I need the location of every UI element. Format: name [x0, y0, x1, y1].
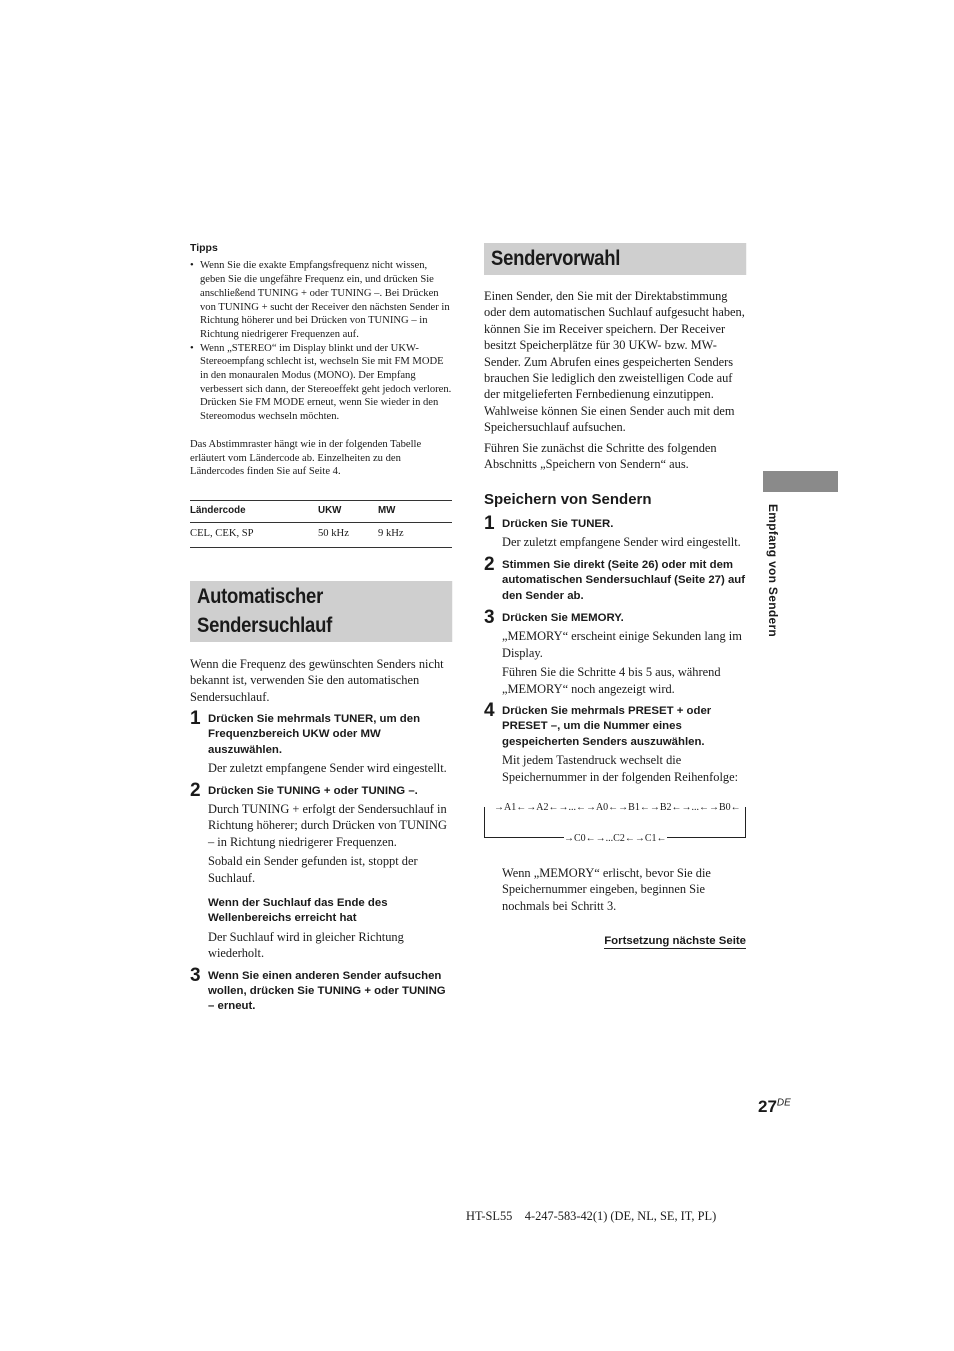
step-subheading: Wenn der Suchlauf das Ende des Wellenbereichs erreicht hat	[208, 897, 388, 925]
step-2: 2 Stimmen Sie direkt (Seite 26) oder mit dem automatischen Sendersuchlauf (Seite 27) auf den Sender ab.	[484, 558, 746, 604]
step-1: 1 Drücken Sie mehrmals TUNER, um den Frequenzbereich UKW oder MW auszuwählen. Der zuletzt empfangene Sender wird eingestellt.	[190, 712, 452, 777]
step-title: Drücken Sie mehrmals TUNER, um den Frequenzbereich UKW oder MW auszuwählen.	[208, 712, 421, 756]
preset-order-diagram	[484, 797, 746, 855]
step-title: Wenn Sie einen anderen Sender aufsuchen wollen, drücken Sie TUNING + oder TUNING – erneut.	[208, 969, 446, 1013]
step-3: 3 Drücken Sie MEMORY. „MEMORY“ erscheint einige Sekunden lang im Display. Führen Sie die Schritte 4 bis 5 aus, während „MEMORY“ noch angezeigt wird.	[484, 611, 746, 697]
step-1: 1 Drücken Sie TUNER. Der zuletzt empfangene Sender wird eingestellt.	[484, 517, 746, 551]
table-row	[190, 523, 452, 547]
table-cell: CEL, CEK, SP	[190, 523, 318, 547]
tip-item: • Wenn Sie die exakte Empfangsfrequenz nicht wissen, geben Sie die ungefähre Frequenz ein, und drücken Sie anschließend TUNING + oder TUNING –. Bei Drücken von TUNING + sucht der Receiver den nächsten Sender in Richtung höherer und bei Drücken von TUNING – in Richtung niedrigerer Frequenzen auf.	[190, 260, 450, 340]
step-title: Drücken Sie TUNING + oder TUNING –.	[208, 784, 418, 797]
section-heading-auto-search: Automatischer Sendersuchlauf	[190, 581, 452, 642]
section-intro-2: Führen Sie zunächst die Schritte des folgenden Abschnitts „Speichern von Sendern“ aus.	[484, 440, 717, 472]
page-number: 27DE	[758, 1097, 791, 1116]
step-4: 4 Drücken Sie mehrmals PRESET + oder PRESET –, um die Nummer eines gespeicherten Senders auszuwählen. Mit jedem Tastendruck wechselt die Speichernummer in der folgenden Reihenfolge:	[484, 704, 746, 785]
table-header: Ländercode	[190, 500, 318, 522]
right-column	[484, 243, 746, 950]
step-3: 3 Wenn Sie einen anderen Sender aufsuchen wollen, drücken Sie TUNING + oder TUNING – erneut.	[190, 969, 452, 1015]
section-intro: Wenn die Frequenz des gewünschten Senders nicht bekannt ist, verwenden Sie den automatischen Sendersuchlauf.	[190, 656, 444, 704]
table-intro: Das Abstimmraster hängt wie in der folgenden Tabelle erläutert vom Ländercode ab. Einzelheiten zu den Ländercodes finden Sie auf Seite 4.	[190, 438, 422, 478]
page-lang: DE	[776, 1097, 791, 1109]
step-title: Stimmen Sie direkt (Seite 26) oder mit dem automatischen Sendersuchlauf (Seite 27) auf den Sender ab.	[502, 558, 746, 602]
chapter-tab	[763, 471, 838, 492]
section-heading-presets: Sendervorwahl	[484, 243, 746, 275]
table-cell: 50 kHz	[318, 523, 378, 547]
step-title: Drücken Sie MEMORY.	[502, 611, 624, 624]
step-title: Drücken Sie TUNER.	[502, 517, 614, 530]
footer-model-code: HT-SL55 4-247-583-42(1) (DE, NL, SE, IT, PL)	[466, 1209, 717, 1223]
diagram-row-1: →A1←→A2←→...←→A0←→B1←→B2←→...←→B0←	[494, 800, 741, 816]
continue-note: Fortsetzung nächste Seite	[604, 935, 746, 948]
section-intro: Einen Sender, den Sie mit der Direktabstimmung oder dem automatischen Suchlauf aufgesucht haben, können Sie im Receiver speichern. Der Receiver besitzt Speicherplätze für 30 UKW- bzw. MW-Sender. Zum Abrufen eines gespeicherten Senders brauchen Sie lediglich den zweistelligen Code auf der mitgelieferten Fernbedienung einzutippen. Wahlweise können Sie einen Sender auch mit dem Speichersuchlauf aufsuchen.	[484, 289, 745, 435]
tips-list	[190, 259, 452, 423]
step-title: Drücken Sie mehrmals PRESET + oder PRESET –, um die Nummer eines gespeicherten Senders auszuwählen.	[502, 704, 712, 748]
table-header: MW	[378, 500, 452, 522]
tip-item: • Wenn „STEREO“ im Display blinkt und der UKW-Stereoempfang schlecht ist, wechseln Sie mit FM MODE in den monauralen Modus (MONO). Der Empfang verbessert sich dann, der Stereoeffekt geht jedoch verloren. Drücken Sie FM MODE erneut, wenn Sie wieder in den Stereomodus wechseln möchten.	[190, 342, 452, 423]
table-cell: 9 kHz	[378, 523, 452, 547]
tips-title: Tipps	[190, 242, 218, 254]
country-code-table	[190, 500, 452, 548]
table-header: UKW	[318, 500, 378, 522]
subsection-title: Speichern von Sendern	[484, 491, 652, 509]
left-column	[190, 240, 452, 1015]
diagram-row-2: →C0←→...C2←→C1←	[564, 831, 667, 847]
step-2: 2 Drücken Sie TUNING + oder TUNING –. Durch TUNING + erfolgt der Sendersuchlauf in Richtung höherer; durch Drücken von TUNING – in Richtung niedrigerer Frequenzen. Sobald ein Sender gefunden ist, stoppt der Suchlauf. Wenn der Suchlauf das Ende des Wellenbereichs erreicht hat Der Suchlauf wird in gleicher Richtung wiederholt.	[190, 784, 452, 962]
after-diagram-note: Wenn „MEMORY“ erlischt, bevor Sie die Speichernummer eingeben, beginnen Sie nochmals bei Schritt 3.	[502, 865, 711, 913]
chapter-label: Empfang von Sendern	[766, 504, 780, 638]
